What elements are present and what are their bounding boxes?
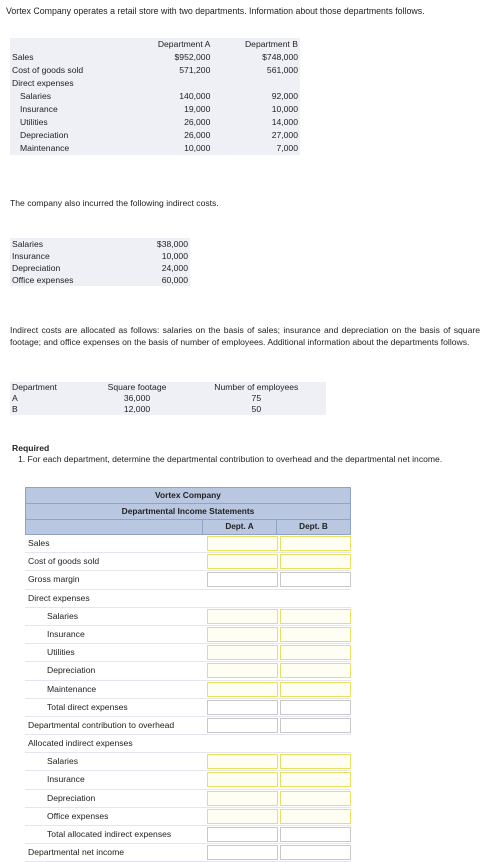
worksheet-row [25,644,351,662]
dept-table-row [10,51,300,64]
worksheet-row [25,844,351,862]
indirect-cost-value: 10,000 [161,251,188,261]
employees-value: 75 [251,393,262,403]
dept-a-input[interactable] [207,809,278,824]
row-label: Sales [12,52,34,62]
worksheet-row-label: Salaries [47,756,79,767]
col-header-dept-a: Dept. A [202,520,276,534]
col-header-dept-b: Department B [244,39,298,49]
dept-b-value: 27,000 [271,130,298,140]
worksheet-row-label: Utilities [47,647,75,658]
worksheet-company: Vortex Company [25,487,351,504]
indirect-cost-value: $38,000 [156,239,188,249]
required-section [12,443,482,465]
square-footage-value: 36,000 [123,393,151,403]
dept-a-input[interactable] [207,536,278,551]
dept-a-value: 140,000 [179,91,211,101]
dept-a-input[interactable] [207,645,278,660]
worksheet-row-label: Depreciation [47,665,96,676]
dept-b-value: 92,000 [271,91,298,101]
worksheet-row-label: Total direct expenses [47,701,128,712]
worksheet-row [25,681,351,699]
worksheet-row-label: Maintenance [47,683,97,694]
department-id: B [12,404,18,414]
indirect-cost-row [10,274,190,286]
required-heading: Required [12,443,50,453]
dept-b-value: $748,000 [262,52,298,62]
dept-a-value [126,77,213,90]
dept-table-row [10,116,300,129]
row-label: Insurance [20,104,58,114]
worksheet-column-headers [25,520,351,535]
dept-b-value: 10,000 [271,104,298,114]
dept-b-input[interactable] [280,627,351,642]
dept-a-input[interactable] [207,627,278,642]
indirect-intro-text: The company also incurred the following indirect costs. [10,198,219,208]
dept-a-input[interactable] [207,572,278,587]
dept-b-input[interactable] [280,772,351,787]
worksheet-row-label: Office expenses [47,810,109,821]
dept-b-input[interactable] [280,609,351,624]
col-header-department: Department [12,382,57,392]
worksheet-row [25,717,351,735]
dept-b-input[interactable] [280,791,351,806]
dept-table-row [10,77,300,90]
dept-a-input[interactable] [207,772,278,787]
worksheet-row [25,590,351,608]
worksheet-row [25,535,351,553]
dept-a-value: 10,000 [184,143,211,153]
intro-text: Vortex Company operates a retail store with two departments. Information about those departments follows. [6,6,425,16]
row-label: Utilities [20,117,48,127]
indirect-cost-label: Depreciation [12,263,61,273]
department-info-table [10,38,300,155]
worksheet-row [25,735,351,753]
dept-b-input[interactable] [280,809,351,824]
dept-table-row [10,90,300,103]
worksheet-row [25,808,351,826]
row-label: Direct expenses [12,78,74,88]
dept-b-value: 561,000 [266,65,298,75]
square-footage-value: 12,000 [123,404,151,414]
worksheet-row-label: Total allocated indirect expenses [47,829,172,839]
worksheet-row-label: Insurance [47,774,85,785]
worksheet-row [25,699,351,717]
worksheet-row [25,662,351,680]
dept-table-row [10,142,300,155]
col-header-dept-b: Dept. B [276,520,350,534]
row-label: Depreciation [20,130,69,140]
worksheet-row-label: Depreciation [47,792,96,803]
dept-b-input[interactable] [280,754,351,769]
worksheet-row-label: Cost of goods sold [28,556,100,567]
department-id: A [12,393,18,403]
worksheet-row-label: Departmental contribution to overhead [28,719,175,730]
allocation-text: Indirect costs are allocated as follows: salaries on the basis of sales; insurance and depreciation on the basis of square footage; and office expenses on the basis of number of employees. Additional information about the departments follows. [10,325,480,347]
dept-b-input[interactable] [280,827,351,842]
dept-table-row [10,103,300,116]
dept-b-input[interactable] [280,845,351,860]
worksheet-row [25,826,351,844]
worksheet-row [25,790,351,808]
income-statement-worksheet [25,487,351,862]
worksheet-row-label: Direct expenses [28,592,90,603]
dept-b-input[interactable] [280,663,351,678]
worksheet-row-label: Insurance [47,628,85,639]
worksheet-row [25,771,351,789]
dept-a-input[interactable] [207,682,278,697]
worksheet-title: Departmental Income Statements [25,504,351,520]
worksheet-row-label: Gross margin [28,574,80,585]
dept-b-input[interactable] [280,554,351,569]
dept-a-input[interactable] [207,663,278,678]
col-header-square-footage: Square footage [107,382,167,392]
allocation-row [10,393,326,404]
dept-b-input[interactable] [280,572,351,587]
dept-b-value [212,77,300,90]
dept-b-input[interactable] [280,700,351,715]
dept-b-value: 7,000 [276,143,298,153]
employees-value: 50 [251,404,262,414]
dept-a-input[interactable] [207,791,278,806]
dept-a-value: 26,000 [184,117,211,127]
allocation-info-table [10,382,326,415]
dept-a-input[interactable] [207,845,278,860]
dept-b-value: 14,000 [271,117,298,127]
indirect-cost-row [10,238,190,250]
worksheet-row [25,608,351,626]
dept-b-input[interactable] [280,718,351,733]
indirect-cost-row [10,250,190,262]
worksheet-row-label: Allocated indirect expenses [28,738,133,749]
required-question: 1. For each department, determine the departmental contribution to overhead and the departmental net income. [18,454,443,464]
col-header-dept-a: Department A [157,39,211,49]
worksheet-row [25,553,351,571]
dept-a-value: 571,200 [179,65,211,75]
dept-a-input[interactable] [207,827,278,842]
dept-b-input[interactable] [280,536,351,551]
row-label: Cost of goods sold [12,65,84,75]
indirect-cost-label: Insurance [12,251,50,261]
indirect-cost-label: Office expenses [12,275,74,285]
indirect-cost-value: 60,000 [161,275,188,285]
dept-table-row [10,64,300,77]
dept-a-value: $952,000 [174,52,211,62]
worksheet-row-label: Salaries [47,610,79,621]
indirect-cost-value: 24,000 [161,263,188,273]
dept-a-input[interactable] [207,700,278,715]
row-label: Maintenance [20,143,70,153]
indirect-cost-row [10,262,190,274]
row-label: Salaries [20,91,52,101]
worksheet-row [25,626,351,644]
dept-a-value: 19,000 [184,104,211,114]
worksheet-row-label: Departmental net income [28,847,125,858]
dept-b-input[interactable] [280,645,351,660]
dept-a-input[interactable] [207,609,278,624]
worksheet-row [25,753,351,771]
worksheet-row-label: Sales [28,538,50,548]
dept-table-row [10,129,300,142]
allocation-row [10,404,326,415]
indirect-costs-table [10,238,190,286]
col-header-employees: Number of employees [214,382,299,392]
worksheet-row [25,571,351,589]
dept-a-input[interactable] [207,718,278,733]
dept-a-input[interactable] [207,754,278,769]
dept-a-input[interactable] [207,554,278,569]
dept-b-input[interactable] [280,682,351,697]
indirect-cost-label: Salaries [12,239,44,249]
dept-a-value: 26,000 [184,130,211,140]
